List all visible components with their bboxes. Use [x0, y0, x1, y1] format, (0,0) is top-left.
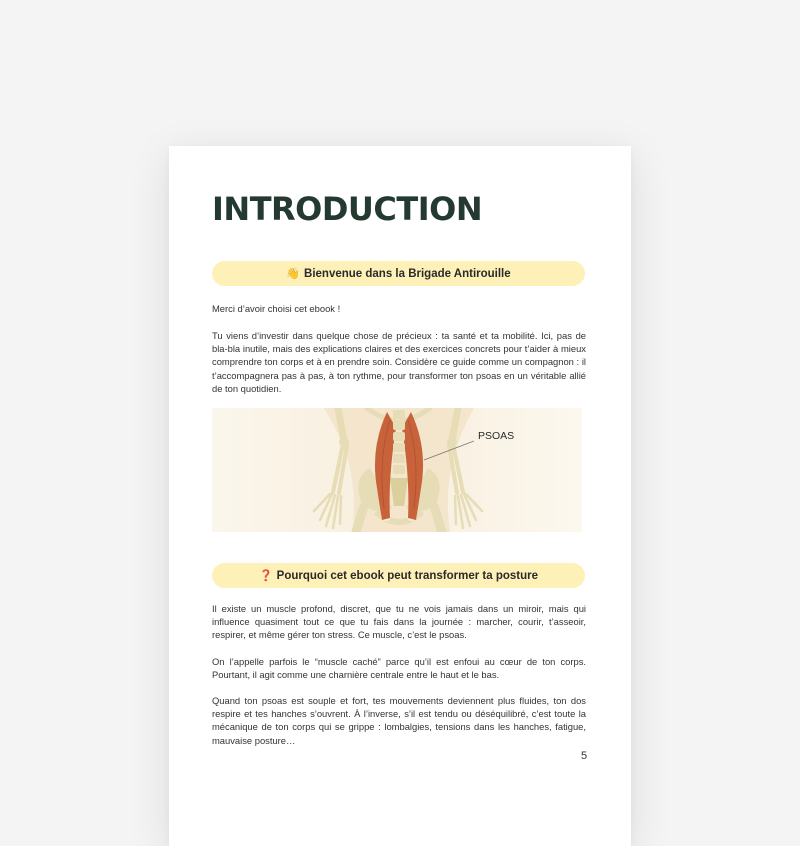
vertebra	[393, 443, 405, 452]
vertebra	[393, 432, 405, 441]
section-heading-why	[212, 563, 585, 588]
right-hand	[455, 494, 482, 528]
vertebra	[393, 410, 405, 419]
question-mark-icon: ❓	[258, 570, 273, 582]
section-heading-welcome	[212, 261, 585, 286]
paragraph-hidden-muscle: Il existe un muscle profond, discret, que tu ne vois jamais dans un miroir, mais qui influence quasiment tout ce que tu fais dans la journée : marcher, courir, t’asseoir, respirer, et même gérer ton stress. Ce muscle, c’est le psoas.	[212, 603, 586, 641]
paragraph-intro: Tu viens d’investir dans quelque chose de précieux : ta santé et ta mobilité. Ici, pas de bla-bla inutile, mais des explications claires et des exercices concrets pour t’aider à mieux comprendre ton corps et à en prendre soin. Considère ce guide comme un compagnon : il t’accompagnera pas à pas, à ton rythme, pour transformer ton psoas en un véritable allié de ton quotidien.	[212, 330, 586, 394]
paragraph-supple-psoas: Quand ton psoas est souple et fort, tes mouvements deviennent plus fluides, ton dos respire et tes hanches s’ouvrent. À l’inverse, s’il est tendu ou déséquilibré, c’est toute la mécanique de ton corps qui se grippe : lombalgies, tensions dans les hanches, fatigue, mauvaise posture…	[212, 695, 586, 746]
right-forearm	[449, 444, 463, 493]
paragraph-muscle-cache: On l’appelle parfois le “muscle caché” parce qu’il est enfoui au cœur de ton corps. Pourtant, il agit comme une charnière centrale entre le haut et le bas.	[212, 656, 586, 681]
vertebra	[393, 465, 405, 474]
ebook-page	[169, 146, 631, 846]
anatomy-drawing	[212, 408, 582, 532]
vertebra	[393, 421, 405, 430]
vertebra	[393, 454, 405, 463]
section-heading-why-text: Pourquoi cet ebook peut transformer ta posture	[276, 569, 539, 582]
page-title: INTRODUCTION	[212, 190, 483, 228]
left-hand	[314, 494, 341, 528]
paragraph-thanks: Merci d’avoir choisi cet ebook !	[212, 303, 341, 314]
page-number: 5	[581, 750, 588, 762]
psoas-illustration	[212, 408, 582, 532]
psoas-label: PSOAS	[478, 430, 515, 442]
left-forearm	[333, 444, 347, 493]
section-heading-welcome-text: Bienvenue dans la Brigade Antirouille	[304, 267, 511, 280]
waving-hand-icon: 👋	[286, 268, 301, 280]
